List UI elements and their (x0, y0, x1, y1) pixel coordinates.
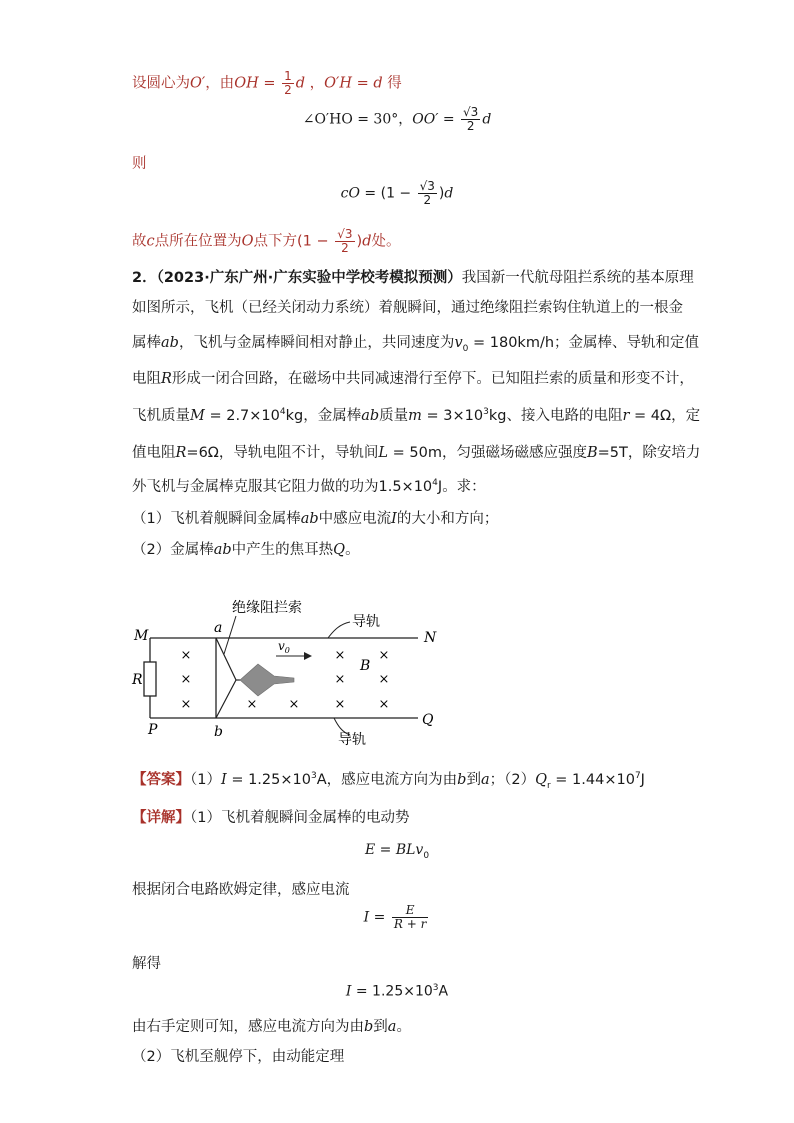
text: ； (489, 772, 505, 788)
label-M: M (134, 628, 149, 644)
detail-line-5: （2）飞机至舰停下，由动能定理 (132, 1049, 345, 1065)
field-cross: × (288, 697, 300, 712)
field-cross: × (246, 697, 258, 712)
text: 。求： (442, 479, 486, 495)
text: 到 (373, 1019, 388, 1035)
label-rail-top: 导轨 (352, 614, 380, 630)
question-2: （2）金属棒ab中产生的焦耳热Q。 (132, 542, 360, 558)
equation-current-result: $I = 1.25\times 10^3A$ (345, 983, 449, 1000)
problem-line-2: 如图所示，飞机（已经关闭动力系统）着舰瞬间，通过绝缘阻拦索钩住轨道上的一根金 (132, 300, 683, 316)
problem-number: 2． (132, 270, 157, 286)
text: 形成一闭合回路，在磁场中共同减速滑行至停下。已知阻拦索的质量和形变不计， (171, 371, 694, 387)
text: （1）飞机着舰瞬间金属棒的电动势 (190, 810, 410, 826)
equation-text: ∠O′HO = 30°， (302, 111, 413, 128)
field-cross: × (180, 697, 192, 712)
text: ，匀强磁场磁感应强度 (441, 445, 587, 461)
text: ；金属棒、导轨和定值 (554, 335, 700, 351)
answer-line: 【答案】$(1)I = 1.25\times 10^3A$，感应电流方向为由b到a；$(2)Q_r = 1.44\times 10^7J$ (132, 771, 645, 791)
detail-line-2: 根据闭合电路欧姆定律，感应电流 (132, 882, 350, 898)
label-R: R (132, 672, 143, 688)
text: ，由 (205, 75, 235, 92)
text: 。 (396, 1019, 411, 1035)
label-v0: $v_0$ (278, 639, 290, 655)
problem-line-5: 飞机质量$M = 2.7\times 10^4kg$，金属棒ab质量$m = 3\times 10^3kg$、接入电路的电阻r = 4Ω，定 (132, 407, 701, 424)
problem-line-1 (132, 266, 694, 287)
text: 点所在位置为 (154, 233, 242, 250)
equation-current: I = $\frac{E}{R + r}$ (363, 903, 427, 932)
text: ，定 (671, 408, 701, 424)
field-cross: × (334, 648, 346, 663)
text: 飞机质量 (132, 408, 190, 424)
text: 电阻 (132, 371, 161, 387)
rail-top-leader (328, 622, 350, 638)
label-N: N (424, 630, 437, 646)
text: 到 (466, 772, 481, 788)
field-cross: × (378, 648, 390, 663)
rail-circuit-diagram (128, 592, 448, 752)
field-cross: × (334, 672, 346, 687)
text: 质量 (379, 408, 409, 424)
text: 值电阻 (132, 445, 176, 461)
text: ，金属棒 (303, 408, 362, 424)
text: 处。 (371, 233, 401, 250)
text: （2） (504, 772, 536, 788)
text: 。 (345, 542, 360, 558)
then-line: 则 (132, 156, 147, 172)
text: 由右手定则可知，感应电流方向为由 (132, 1019, 364, 1035)
detail-line-4: 由右手定则可知，感应电流方向为由b到a。 (132, 1019, 411, 1035)
equation-emf: E = BLv$_0$ (364, 842, 430, 861)
text: （1）飞机着舰瞬间金属棒 (132, 511, 301, 527)
plane-shape (240, 664, 294, 696)
text: （1） (190, 772, 221, 788)
text: 设圆心为 (132, 75, 190, 92)
label-P: P (148, 722, 158, 738)
detail-line-3: 解得 (132, 956, 161, 972)
text: （2）金属棒 (132, 542, 214, 558)
arresting-cable (216, 638, 236, 718)
text: 我国新一代航母阻拦系统的基本原理 (461, 270, 694, 286)
field-cross: × (180, 648, 192, 663)
velocity-arrowhead (304, 652, 312, 660)
detail-tag: 【详解】 (132, 810, 190, 826)
text: 点下方 (253, 233, 298, 250)
conclusion-line: 故c点所在位置为O点下方(1 − $\frac{√3}{2}$ )d处。 (132, 227, 401, 256)
circle-center-line: 设圆心为O′，由OH = $\frac{1}{2}$ d ，O′H = d 得 (132, 69, 402, 98)
text: 属棒 (132, 335, 161, 351)
problem-line-7: 外飞机与金属棒克服其它阻力做的功为$1.5\times 10^4J$。求： (132, 478, 486, 495)
label-a: a (214, 620, 223, 636)
label-cable: 绝缘阻拦索 (232, 600, 302, 616)
label-Q: Q (422, 712, 434, 728)
label-b: b (214, 724, 223, 740)
answer-tag: 【答案】 (132, 772, 190, 788)
problem-line-6: 值电阻R=6Ω，导轨电阻不计，导轨间L = 50m，匀强磁场磁感应强度B=5T，除安培力 (132, 445, 701, 461)
label-B: B (360, 658, 371, 674)
text: 中产生的焦耳热 (231, 542, 334, 558)
text: 中感应电流 (318, 511, 392, 527)
label-rail-bottom: 导轨 (338, 732, 366, 748)
text: ，飞机与金属棒瞬间相对静止，共同速度为 (178, 335, 455, 351)
cable-leader (224, 616, 236, 654)
text: 外飞机与金属棒克服其它阻力做的功为 (132, 479, 379, 495)
text: ，除安培力 (627, 445, 701, 461)
problem-line-4: 电阻R形成一闭合回路，在磁场中共同减速滑行至停下。已知阻拦索的质量和形变不计， (132, 371, 694, 387)
text: 得 (387, 75, 402, 92)
problem-source: （2023·广东广州·广东实验中学校考模拟预测） (156, 270, 462, 286)
equation-angle: ∠O′HO = 30°，OO′ = $\frac{√3}{2}$ d (302, 105, 492, 134)
equation-co: cO = (1 − $\frac{√3}{2}$ )d (340, 179, 454, 208)
field-cross: × (378, 697, 390, 712)
resistor-R (144, 662, 156, 696)
text: 故 (132, 233, 147, 250)
field-cross: × (334, 697, 346, 712)
text: 的大小和方向； (396, 511, 499, 527)
text: ，感应电流方向为由 (326, 772, 458, 788)
problem-line-3: 属棒ab，飞机与金属棒瞬间相对静止，共同速度为$v_0 = 180km/h$；金属棒、导轨和定值 (132, 335, 700, 354)
field-cross: × (180, 672, 192, 687)
text: ，导轨电阻不计，导轨间 (218, 445, 379, 461)
field-cross: × (378, 672, 390, 687)
detail-line-1 (132, 806, 409, 827)
question-1: （1）飞机着舰瞬间金属棒ab中感应电流I的大小和方向； (132, 511, 499, 527)
text: 、接入电路的电阻 (506, 408, 623, 424)
